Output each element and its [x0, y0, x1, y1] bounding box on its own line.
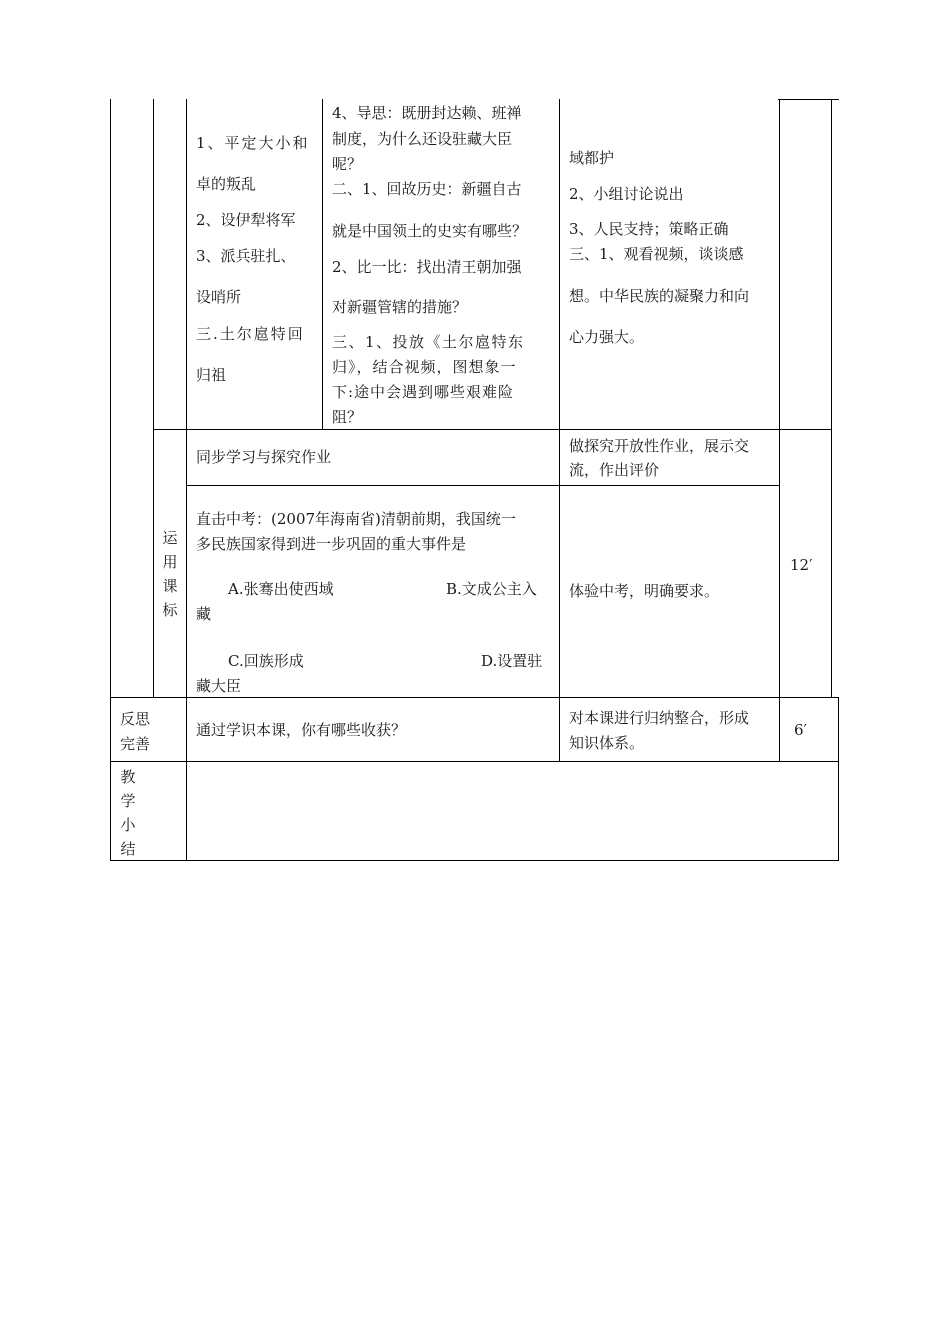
table-top-border — [778, 99, 839, 100]
upper-col3-line: 2、比一比：找出清王朝加强 — [332, 258, 522, 276]
exam-option-c: C.回族形成 — [228, 652, 304, 670]
table-divider-col4 — [559, 99, 560, 761]
upper-col3-line: 阻？ — [332, 408, 363, 426]
table-right-border-upper — [831, 99, 832, 697]
upper-col2-line: 卓的叛乱 — [196, 175, 257, 193]
reflect-content: 通过学识本课，你有哪些收获？ — [196, 721, 407, 739]
reflect-activity-line: 知识体系。 — [569, 734, 645, 752]
upper-col3-line: 二、1、回故历史：新疆自古 — [332, 180, 522, 198]
upper-col4-line: 域都护 — [569, 149, 615, 167]
upper-col4-line: 2、小组讨论说出 — [569, 185, 684, 203]
upper-col4-line: 心力强大。 — [569, 328, 645, 346]
upper-col2-line: 设哨所 — [196, 288, 242, 306]
table-divider-col3 — [322, 99, 323, 429]
exam-option-d: D.设置驻 — [481, 652, 543, 670]
upper-col4-line: 3、人民支持；策略正确 — [569, 220, 729, 238]
upper-col3-line: 4、导思：既册封达赖、班禅 — [332, 104, 522, 122]
table-right-border-lower — [838, 697, 839, 861]
row-divider-reflect-top — [110, 697, 839, 698]
table-divider-col5 — [779, 99, 780, 761]
exam-option-b-continued: 藏 — [196, 605, 212, 623]
upper-col3-line: 就是中国领土的史实有哪些？ — [332, 222, 528, 240]
upper-col2-line: 三.土尔扈特回 — [196, 325, 305, 343]
upper-col3-line: 三、1、投放《土尔扈特东 — [332, 333, 525, 351]
summary-label: 教学小结 — [120, 768, 136, 858]
homework-activity-line: 做探究开放性作业，展示交 — [569, 437, 750, 455]
upper-col4-line: 三、1、观看视频，谈谈感 — [569, 245, 744, 263]
upper-col3-line: 呢？ — [332, 155, 363, 173]
upper-col3-line: 归》，结合视频，图想象一 — [332, 358, 517, 376]
exam-question-line: 直击中考：(2007年海南省)清朝前期，我国统一 — [196, 510, 516, 528]
reflect-label-line: 反思 — [120, 710, 151, 728]
upper-col4-line: 想。中华民族的凝聚力和向 — [569, 287, 750, 305]
row-divider-summary-top — [110, 761, 839, 762]
homework-title: 同步学习与探究作业 — [196, 448, 332, 466]
upper-col2-line: 1、平定大小和 — [196, 134, 310, 152]
row-divider-apply-top — [153, 429, 832, 430]
apply-section-label: 运用课标 — [162, 529, 178, 619]
exam-activity: 体验中考，明确要求。 — [569, 582, 720, 600]
table-divider-col2 — [186, 99, 187, 861]
exam-option-b: B.文成公主入 — [446, 580, 537, 598]
table-divider-col1 — [153, 99, 154, 697]
reflect-time: 6′ — [794, 721, 807, 739]
table-bottom-border — [110, 860, 839, 861]
upper-col2-line: 归祖 — [196, 366, 227, 384]
reflect-activity-line: 对本课进行归纳整合，形成 — [569, 709, 750, 727]
row-divider-homework — [186, 485, 780, 486]
homework-activity-line: 流，作出评价 — [569, 461, 660, 479]
upper-col2-line: 2、设伊犁将军 — [196, 211, 296, 229]
upper-col3-line: 下:途中会遇到哪些艰难险 — [332, 383, 515, 401]
exam-option-d-continued: 藏大臣 — [196, 677, 242, 695]
table-left-border — [110, 99, 111, 861]
apply-time: 12′ — [790, 556, 813, 574]
upper-col3-line: 制度，为什么还设驻藏大臣 — [332, 130, 513, 148]
reflect-label-line: 完善 — [120, 735, 151, 753]
exam-option-a: A.张骞出使西域 — [228, 580, 334, 598]
upper-col3-line: 对新疆管辖的措施？ — [332, 298, 468, 316]
exam-question-line: 多民族国家得到进一步巩固的重大事件是 — [196, 535, 467, 553]
upper-col2-line: 3、派兵驻扎、 — [196, 247, 296, 265]
